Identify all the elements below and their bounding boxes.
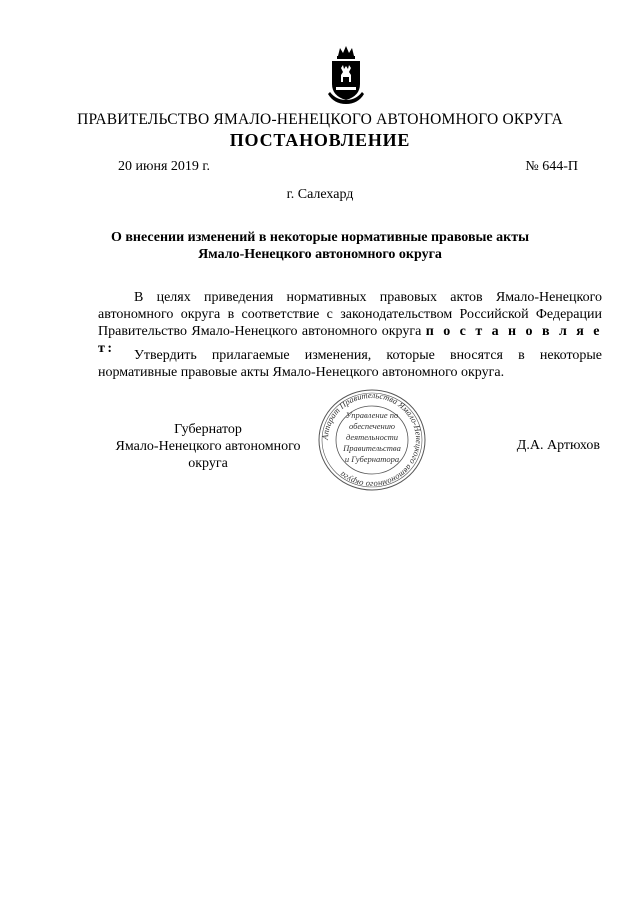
title-line-2: Ямало-Ненецкого автономного округа <box>198 247 442 262</box>
stamp-line-3: деятельности <box>345 432 399 442</box>
organization-name: ПРАВИТЕЛЬСТВО ЯМАЛО-НЕНЕЦКОГО АВТОНОМНОГО ОКРУГА <box>77 111 563 128</box>
paragraph-1-text: В целях приведения нормативных правовых актов Ямало-Ненецкого автономного округа в соответствие с законодательством Российской Федерации Правительство Ямало-Ненецкого автономного округа <box>98 290 602 339</box>
document-city: г. Салехард <box>286 187 354 202</box>
signature-position-line-2: Ямало-Ненецкого автономного округа <box>115 439 301 471</box>
document-type: ПОСТАНОВЛЕНИЕ <box>229 130 411 150</box>
title-line-1: О внесении изменений в некоторые нормативные правовые акты <box>110 230 530 245</box>
signature-position <box>98 421 318 472</box>
document-number: № 644-П <box>525 159 578 174</box>
decree-word: п о с т а н о в л я е т: <box>98 324 602 356</box>
stamp-ring-text: Аппарат Правительства Ямало-Ненецкого автономного округа <box>319 389 425 491</box>
signature-position-line-1: Губернатор <box>174 422 242 437</box>
stamp-line-1: Управление по <box>345 410 399 420</box>
official-stamp <box>316 388 428 492</box>
signatory-name: Д.А. Артюхов <box>516 438 600 453</box>
document-date: 20 июня 2019 г. <box>118 159 211 174</box>
stamp-line-5: и Губернатора <box>344 454 400 464</box>
stamp-line-2: обеспечению <box>348 421 396 431</box>
body-paragraph-2: Утвердить прилагаемые изменения, которые вносятся в некоторые нормативные правовые акты Ямало-Ненецкого автономного округа. <box>98 348 602 380</box>
coat-of-arms-icon <box>324 44 368 108</box>
stamp-line-4: Правительства <box>343 443 401 453</box>
document-title <box>90 229 550 263</box>
